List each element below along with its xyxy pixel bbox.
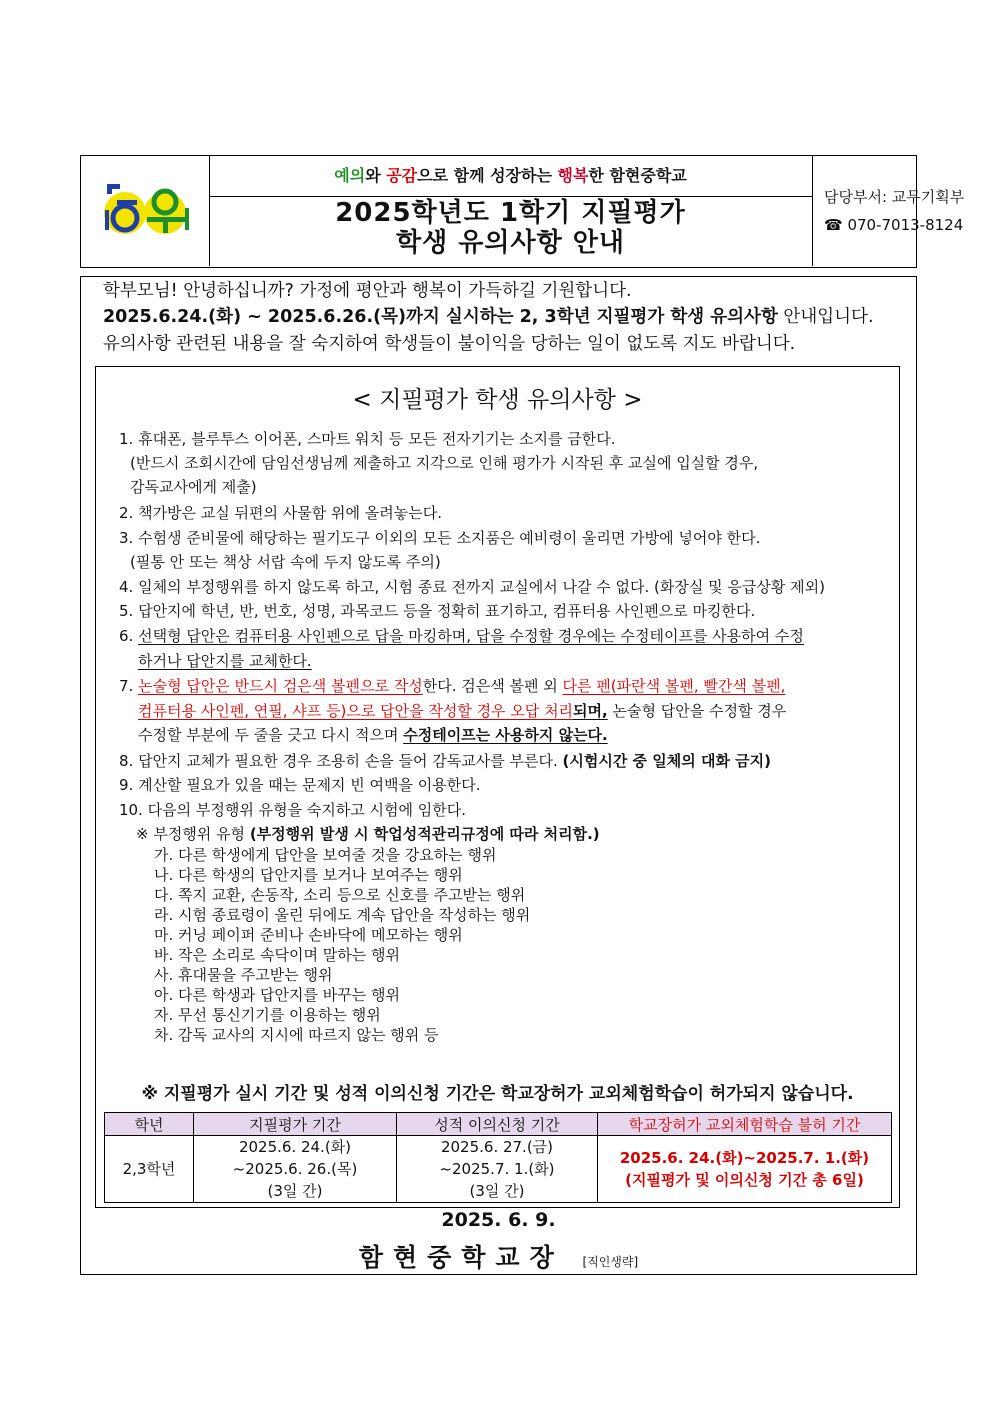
rule-7-number: 7.	[119, 677, 139, 695]
rule-1: 1. 휴대폰, 블루투스 이어폰, 스마트 워치 등 모든 전자기기는 소지를 금한다.	[119, 430, 616, 448]
col-header-appeal: 성적 이의신청 기간	[397, 1113, 598, 1136]
rule-7-bold-text-2: 수정테이프는 사용하지 않는다.	[403, 726, 608, 744]
misconduct-item: 차. 감독 교사의 지시에 따르지 않는 행위 등	[154, 1026, 439, 1044]
slogan-word-empathy: 공감	[386, 166, 418, 185]
rule-1-note: (반드시 조회시간에 담임선생님께 제출하고 지각으로 인해 평가가 시작된 후 교실에 입실할 경우,	[130, 454, 759, 472]
slogan-text: 와	[365, 166, 387, 185]
rule-1-note-cont: 감독교사에게 제출)	[130, 478, 257, 496]
misconduct-item: 나. 다른 학생의 답안지를 보거나 보여주는 행위	[154, 866, 463, 884]
rule-7-bold-text: 되며,	[573, 702, 608, 720]
misconduct-item: 자. 무선 통신기기를 이용하는 행위	[154, 1006, 381, 1024]
cell-exam-period	[194, 1136, 397, 1203]
cell-ban-period	[598, 1136, 892, 1203]
rule-7-line-2	[138, 701, 786, 721]
rule-5: 5. 답안지에 학년, 반, 번호, 성명, 과목코드 등을 정확히 표기하고, 컴퓨터용 사인펜으로 마킹한다.	[119, 602, 756, 620]
school-logo	[81, 156, 209, 266]
appeal-end: ~2025.7. 1.(화)	[439, 1160, 555, 1178]
rule-8-text: 8. 답안지 교체가 필요한 경우 조용히 손을 들어 감독교사를 부른다.	[119, 752, 563, 770]
misconduct-item: 사. 휴대물을 주고받는 행위	[154, 966, 333, 984]
logo-cell	[81, 156, 210, 266]
principal-signature	[81, 1238, 916, 1274]
misconduct-item: 가. 다른 학생에게 답안을 보여줄 것을 강요하는 행위	[154, 846, 497, 864]
rule-6	[119, 626, 804, 646]
misconduct-item: 다. 쪽지 교환, 손동작, 소리 등으로 신호를 주고받는 행위	[154, 886, 526, 904]
misconduct-heading-bold: (부정행위 발생 시 학업성적관리규정에 따라 처리함.)	[249, 825, 600, 843]
rule-7-red-text-2: 다른 펜(파란색 볼펜, 빨간색 볼펜,	[562, 677, 786, 695]
ban-note: (지필평가 및 이의신청 기간 총 6일)	[625, 1171, 864, 1189]
rule-6-text: 선택형 답안은 컴퓨터용 사인펜으로 답을 마킹하며, 답을 수정할 경우에는 수정테이프를 사용하여 수정	[138, 627, 804, 645]
period-line	[103, 305, 874, 329]
rule-7-text-2: 논술형 답안을 수정할 경우	[607, 702, 787, 720]
cell-grade: 2,3학년	[105, 1136, 194, 1203]
misconduct-item: 아. 다른 학생과 답안지를 바꾸는 행위	[154, 986, 400, 1004]
seal-omitted-note: [직인생략]	[582, 1255, 639, 1269]
slogan-word-happiness: 행복	[557, 166, 589, 185]
header-box	[80, 155, 965, 268]
exam-start: 2025.6. 24.(화)	[238, 1138, 352, 1156]
rule-6-text-cont: 하거나 답안지를 교체한다.	[138, 652, 312, 670]
rule-7	[119, 676, 785, 696]
misconduct-item: 마. 커닝 페이퍼 준비나 손바닥에 메모하는 행위	[154, 926, 463, 944]
school-slogan	[209, 156, 812, 197]
rules-box	[95, 366, 900, 1208]
rule-3: 3. 수험생 준비물에 해당하는 필기도구 이외의 모든 소지품은 예비령이 울리면 가방에 넣어야 한다.	[119, 529, 761, 547]
contact-cell	[812, 156, 965, 266]
exam-end: ~2025.6. 26.(목)	[232, 1160, 358, 1178]
field-trip-notice: ※ 지필평가 실시 기간 및 성적 이의신청 기간은 학교장허가 교외체험학습이 허가되지 않습니다.	[141, 1084, 854, 1104]
rule-7-text: 한다. 검은색 볼펜 외	[422, 677, 563, 695]
rule-7-red-text: 논술형 답안은 반드시 검은색 볼펜으로 작성	[138, 677, 423, 695]
misconduct-heading	[136, 824, 600, 844]
table-header-row	[105, 1113, 892, 1136]
rule-9: 9. 계산할 필요가 있을 때는 문제지 빈 여백을 이용한다.	[119, 776, 481, 794]
rule-8	[119, 751, 771, 771]
rule-6-number: 6.	[119, 627, 139, 645]
col-header-grade: 학년	[105, 1113, 194, 1136]
rule-4: 4. 일체의 부정행위를 하지 않도록 하고, 시험 종료 전까지 교실에서 나갈 수 없다. (화장실 및 응급상황 제외)	[119, 578, 825, 596]
rule-2: 2. 책가방은 교실 뒤편의 사물함 위에 올려놓는다.	[119, 504, 442, 522]
document-title	[209, 198, 812, 258]
rule-6-cont	[138, 651, 312, 671]
period-line-rest: 안내입니다.	[777, 307, 874, 327]
cell-appeal-period	[397, 1136, 598, 1203]
table-row	[105, 1136, 892, 1203]
title-line-1: 2025학년도 1학기 지필평가	[335, 198, 686, 228]
misconduct-item: 라. 시험 종료령이 울린 뒤에도 계속 답안을 작성하는 행위	[154, 906, 531, 924]
notice-body	[80, 276, 917, 1275]
col-header-exam: 지필평가 기간	[194, 1113, 397, 1136]
col-header-ban: 학교장허가 교외체험학습 불허 기간	[598, 1113, 892, 1136]
department: 담당부서: 교무기획부	[824, 188, 965, 206]
schedule-table	[104, 1112, 892, 1203]
appeal-start: 2025.6. 27.(금)	[440, 1138, 554, 1156]
rule-7-line-3	[138, 725, 608, 745]
slogan-text: 한 함현중학교	[588, 166, 687, 185]
misconduct-heading-text: ※ 부정행위 유형	[136, 825, 250, 843]
rule-10: 10. 다음의 부정행위 유형을 숙지하고 시험에 임한다.	[119, 801, 467, 819]
rule-8-bold-text: (시험시간 중 일체의 대화 금지)	[562, 752, 771, 770]
exam-days: (3일 간)	[267, 1182, 323, 1200]
principal-title: 함현중학교장	[358, 1243, 564, 1272]
title-line-2: 학생 유의사항 안내	[395, 228, 626, 258]
misconduct-item: 바. 작은 소리로 속닥이며 말하는 행위	[154, 946, 400, 964]
slogan-text: 으로 함께 성장하는	[417, 166, 558, 185]
rule-7-red-text-3: 컴퓨터용 사인펜, 연필, 샤프 등)으로 답안을 작성할 경우 오답 처리	[138, 702, 574, 720]
rule-7-text-3: 수정할 부분에 두 줄을 긋고 다시 적으며	[138, 726, 404, 744]
rules-title: < 지필평가 학생 유의사항 >	[352, 387, 643, 413]
title-cell	[209, 156, 813, 266]
guidance-line: 유의사항 관련된 내용을 잘 숙지하여 학생들이 불이익을 당하는 일이 없도록 지도 바랍니다.	[103, 334, 796, 354]
phone-number: ☎ 070-7013-8124	[824, 216, 964, 234]
rule-3-note: (필통 안 또는 책상 서랍 속에 두지 않도록 주의)	[130, 553, 441, 571]
greeting-line: 학부모님! 안녕하십니까? 가정에 평안과 행복이 가득하길 기원합니다.	[103, 281, 632, 301]
exam-period-bold: 2025.6.24.(화) ~ 2025.6.26.(목)까지 실시하는 2, 3학년 지필평가 학생 유의사항	[103, 307, 778, 327]
ban-range: 2025.6. 24.(화)~2025.7. 1.(화)	[619, 1149, 870, 1167]
issue-date: 2025. 6. 9.	[441, 1209, 556, 1231]
appeal-days: (3일 간)	[469, 1182, 525, 1200]
slogan-word-courtesy: 예의	[334, 166, 366, 185]
